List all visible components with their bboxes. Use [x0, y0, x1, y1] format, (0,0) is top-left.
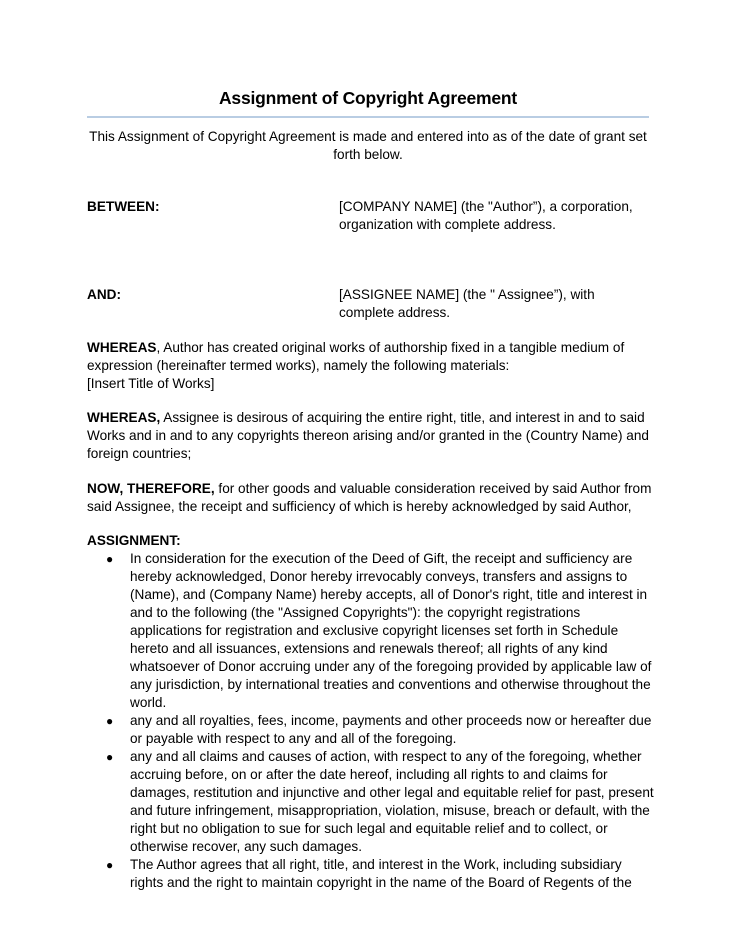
list-item-text: The Author agrees that all right, title, and interest in the Work, including subsidiary rights and the right to maintain copyright in the name of the Board of Regents of the	[130, 857, 632, 890]
party-between-text: [COMPANY NAME] (the "Author”), a corporation, organization with complete address.	[339, 199, 633, 232]
whereas-1-lead: WHEREAS	[87, 340, 157, 355]
list-item	[106, 712, 654, 748]
list-item-text: In consideration for the execution of the Deed of Gift, the receipt and sufficiency are hereby acknowledged, Donor hereby irrevocably conveys, transfers and assigns to (Name), and (Company Name) hereby accepts, all of Donor's right, title and interest in and to the following (the "Assigned Copyrights"): the copyright registrations applications for registration and exclusive copyright licenses set forth in Schedule hereto and all issuances, extensions and renewals thereof; all rights of any kind whatsoever of Donor accruing under any of the foregoing provided by applicable law of any jurisdiction, by international treaties and conventions and otherwise throughout the world.	[130, 551, 652, 710]
whereas-paragraph-2	[87, 409, 653, 463]
now-therefore-paragraph	[87, 480, 653, 516]
now-therefore-lead: NOW, THEREFORE,	[87, 481, 215, 496]
list-item-text: any and all royalties, fees, income, payments and other proceeds now or hereafter due or payable with respect to any and all of the foregoing.	[130, 713, 652, 746]
whereas-1-text: , Author has created original works of authorship fixed in a tangible medium of expression (hereinafter termed works), namely the following materials:	[87, 340, 625, 373]
bullet-icon: ●	[106, 750, 114, 764]
whereas-paragraph-1	[87, 339, 653, 393]
bullet-icon: ●	[106, 858, 114, 872]
whereas-2-text: Assignee is desirous of acquiring the entire right, title, and interest in and to said Works and in and to any copyrights thereon arising and/or granted in the (Country Name) and foreign countries;	[87, 410, 649, 461]
intro-paragraph: This Assignment of Copyright Agreement is made and entered into as of the date of grant set forth below.	[89, 129, 647, 162]
title-divider	[87, 116, 649, 118]
party-and-text: [ASSIGNEE NAME] (the " Assignee”), with complete address.	[339, 287, 595, 320]
party-and-label: AND:	[87, 287, 121, 302]
list-item	[106, 856, 654, 892]
assignment-list	[0, 550, 736, 892]
party-between-label: BETWEEN:	[87, 199, 160, 214]
assignment-heading: ASSIGNMENT:	[87, 533, 181, 548]
list-item	[106, 748, 654, 856]
list-item-text: any and all claims and causes of action, with respect to any of the foregoing, whether accruing before, on or after the date hereof, including all rights to and claims for damages, restitution and injunctive and other legal and equitable relief for past, present and future infringement, misappropriation, violation, misuse, breach or default, with the right but no obligation to sue for such legal and equitable relief and to collect, or otherwise recover, any such damages.	[130, 749, 654, 854]
document-title: Assignment of Copyright Agreement	[218, 88, 518, 108]
whereas-2-lead: WHEREAS,	[87, 410, 161, 425]
now-therefore-text: for other goods and valuable consideration received by said Author from said Assignee, the receipt and sufficiency of which is hereby acknowledged by said Author,	[87, 481, 652, 514]
list-item	[106, 550, 654, 712]
works-title-placeholder: [Insert Title of Works]	[87, 376, 215, 391]
bullet-icon: ●	[106, 714, 114, 728]
bullet-icon: ●	[106, 552, 114, 566]
